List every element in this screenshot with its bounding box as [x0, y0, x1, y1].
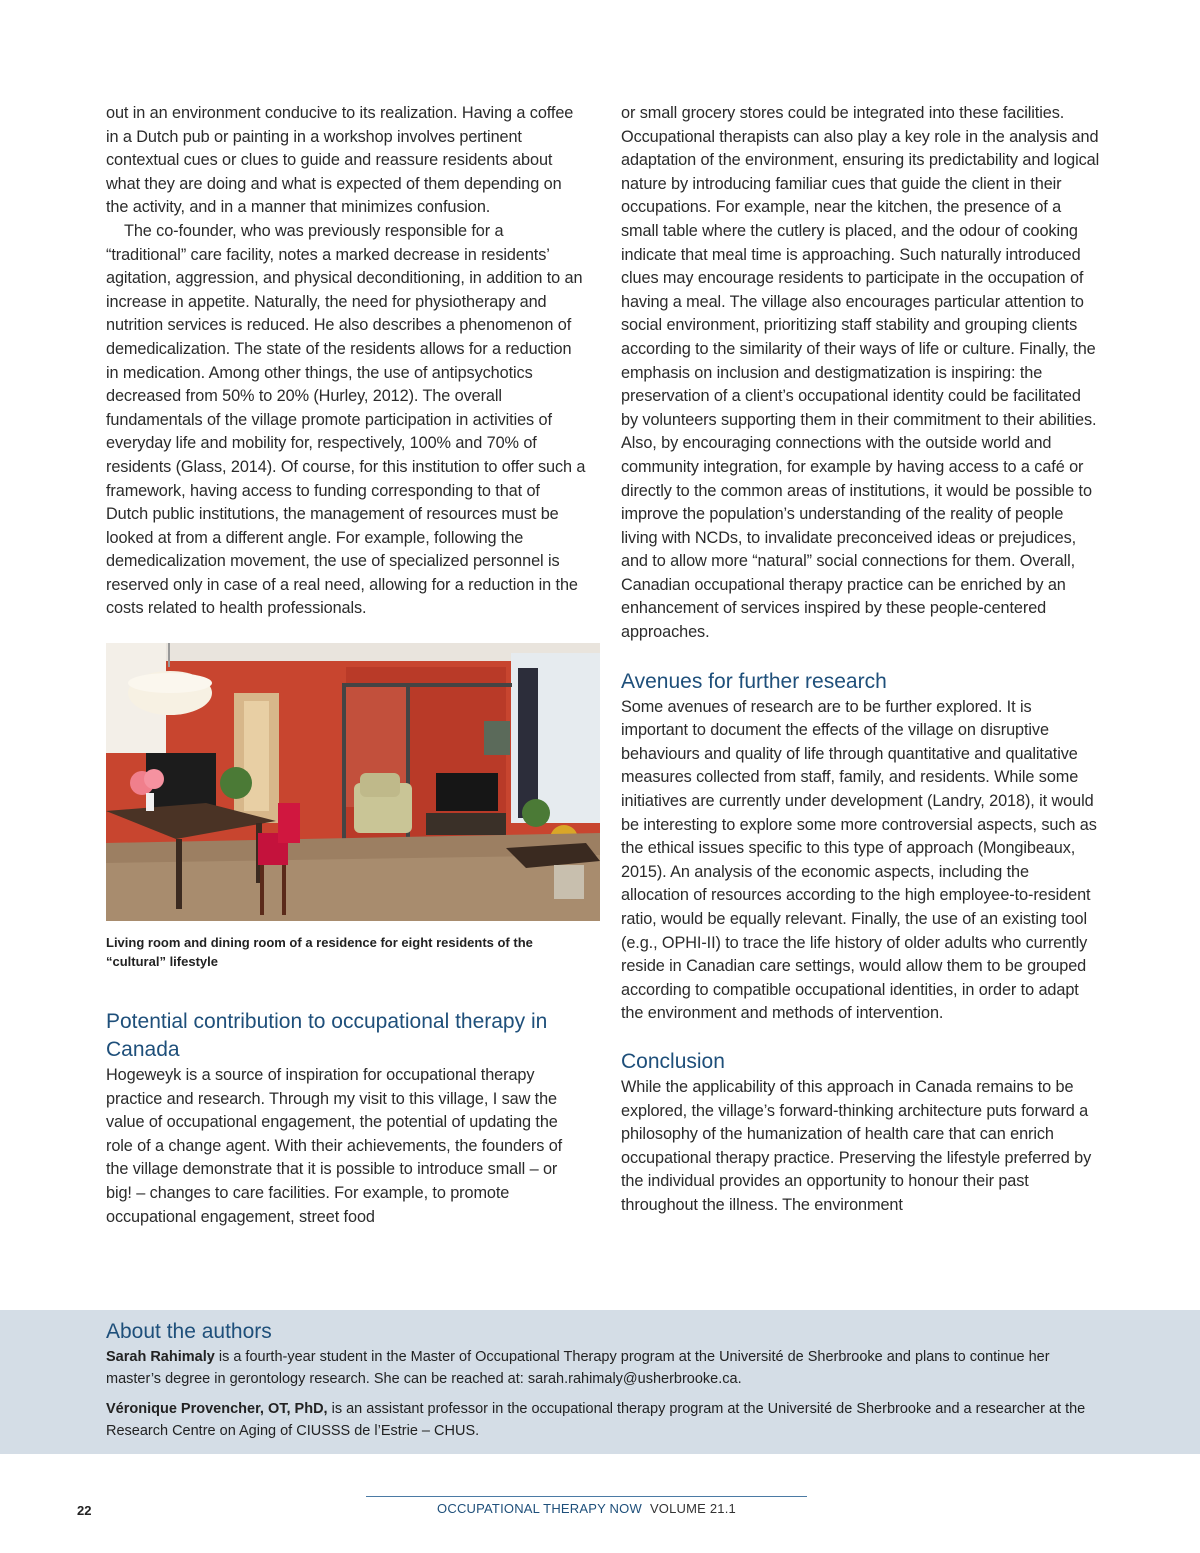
- section-heading: Conclusion: [621, 1049, 725, 1073]
- body-paragraph: Hogeweyk is a source of inspiration for occupational therapy practice and research. Through my visit to this village, I saw the value of occupational engagement, the potential of updating the role of a change agent. With their achievements, the founders of the village demonstrate that it is possible to introduce small – or big! – changes to care facilities. For example, to promote occupational engagement, street food: [106, 1066, 563, 1226]
- about-authors-box: [0, 1310, 1200, 1454]
- author-bio: [106, 1398, 1096, 1442]
- publication-name: OCCUPATIONAL THERAPY NOW: [437, 1501, 642, 1516]
- footer-publication: [366, 1501, 807, 1516]
- section-heading: Avenues for further research: [621, 669, 887, 693]
- left-column: [106, 102, 586, 1229]
- volume-label: VOLUME 21.1: [649, 1501, 736, 1516]
- about-heading: About the authors: [106, 1320, 272, 1343]
- author-name: Sarah Rahimaly: [106, 1349, 215, 1365]
- author-name: Véronique Provencher, OT, PhD,: [106, 1401, 328, 1417]
- footer-divider: [366, 1496, 807, 1497]
- section-heading: Potential contribution to occupational therapy in Canada: [106, 1010, 548, 1062]
- photo-caption: Living room and dining room of a residence for eight residents of the “cultural” lifestyle: [106, 935, 533, 970]
- author-bio: [106, 1346, 1096, 1390]
- living-room-photo: [106, 643, 600, 921]
- page-number: 22: [77, 1503, 92, 1518]
- author-bio-text: is an assistant professor in the occupational therapy program at the Université de Sherbrooke and a researcher at the Research Centre on Aging of CIUSSS de l’Estrie – CHUS.: [106, 1401, 1086, 1439]
- body-paragraph: The co-founder, who was previously responsible for a “traditional” care facility, notes a marked decrease in residents’ agitation, aggression, and physical deconditioning, in addition to an increase in appetite. Naturally, the need for physiotherapy and nutrition services is reduced. He also describes a phenomenon of demedicalization. The state of the residents allows for a reduction in medication. Among other things, the use of antipsychotics decreased from 50% to 20% (Hurley, 2012). The overall fundamentals of the village promote participation in activities of everyday life and mobility for, respectively, 100% and 70% of residents (Glass, 2014). Of course, for this institution to offer such a framework, having access to funding corresponding to that of Dutch public institutions, the management of resources must be looked at from a different angle. For example, following the demedicalization movement, the use of specialized personnel is reserved only in case of a real need, allowing for a reduction in the costs related to health professionals.: [106, 221, 586, 618]
- body-paragraph: or small grocery stores could be integrated into these facilities. Occupational therapists can also play a key role in the analysis and adaptation of the environment, ensuring its predictability and logical nature by introducing familiar cues that guide the client in their occupations. For example, near the kitchen, the presence of a small table where the cutlery is placed, and the odour of cooking indicate that meal time is approaching. Such naturally introduced clues may encourage residents to participate in the occupation of having a meal. The village also encourages particular attention to social environment, prioritizing staff stability and grouping clients according to the similarity of their ways of life or culture. Finally, the emphasis on inclusion and destigmatization is inspiring: the preservation of a client’s occupational identity could be facilitated by volunteers supporting them in their commitment to their abilities. Also, by encouraging connections with the outside world and community integration, for example by having access to a café or directly to the common areas of institutions, it would be possible to improve the population’s understanding of the reality of people living with NCDs, to invalidate preconceived ideas or prejudices, and to allow more “natural” social connections for them. Overall, Canadian occupational therapy practice can be enriched by an enhancement of services inspired by these people-centered approaches.: [621, 104, 1100, 642]
- body-paragraph: Some avenues of research are to be further explored. It is important to document the effects of the village on disruptive behaviours and quality of life through quantitative and qualitative measures collected from staff, family, and residents. While some initiatives are currently under development (Landry, 2018), it would be interesting to explore some more controversial aspects, such as the ethical issues specific to this type of approach (Mongibeaux, 2015). An analysis of the economic aspects, including the allocation of resources according to the high employee-to-resident ratio, would be equally relevant. Finally, the use of an existing tool (e.g., OPHI-II) to trace the life history of older adults who currently reside in Canadian care settings, would allow them to be grouped according to compatible occupational identities, in order to adapt the environment and methods of intervention.: [621, 697, 1097, 1023]
- right-column: [621, 102, 1101, 1218]
- body-paragraph: While the applicability of this approach in Canada remains to be explored, the village’s forward-thinking architecture puts forward a philosophy of the humanization of health care that can enrich occupational therapy practice. Preserving the lifestyle preferred by the individual provides an opportunity to honour their past throughout the illness. The environment: [621, 1077, 1092, 1214]
- author-bio-text: is a fourth-year student in the Master of Occupational Therapy program at the Université de Sherbrooke and plans to continue her master’s degree in gerontology research. She can be reached at: sarah.rahimaly@usherbrooke.ca.: [106, 1349, 1050, 1387]
- body-paragraph: out in an environment conducive to its realization. Having a coffee in a Dutch pub or painting in a workshop involves pertinent contextual cues or clues to guide and reassure residents about what they are doing and what is expected of them depending on the activity, and in a manner that minimizes confusion.: [106, 104, 574, 217]
